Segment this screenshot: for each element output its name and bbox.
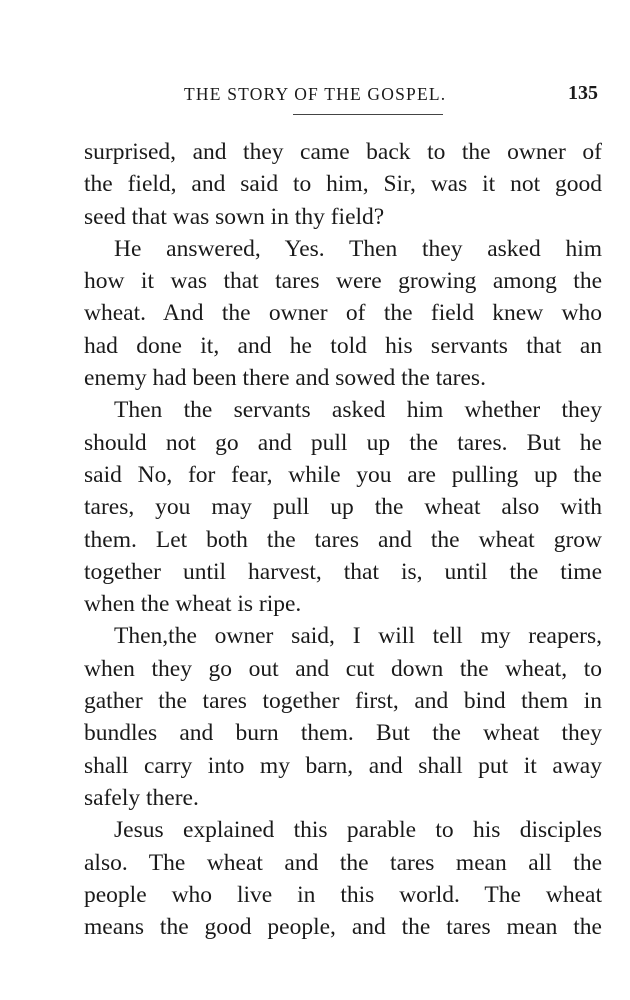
text-line: tares, you may pull up the wheat also with — [84, 494, 602, 521]
text-line: wheat. And the owner of the field knew who — [84, 300, 602, 327]
text-line: should not go and pull up the tares. But he — [84, 429, 602, 456]
text-line: had done it, and he told his servants that an — [84, 332, 602, 359]
text-line: gather the tares together first, and bind them in — [84, 688, 602, 715]
text-line: Then the servants asked him whether they — [114, 397, 602, 424]
text-line: also. The wheat and the tares mean all the — [84, 849, 602, 876]
text-line: together until harvest, that is, until the time — [84, 558, 602, 585]
running-head-title: THE STORY OF THE GOSPEL. — [184, 84, 447, 104]
text-line: safely there. — [84, 784, 199, 811]
text-line: when they go out and cut down the wheat, to — [84, 655, 602, 682]
body-text — [84, 136, 602, 943]
text-line: when the wheat is ripe. — [84, 591, 302, 618]
text-line: people who live in this world. The wheat — [84, 881, 602, 908]
text-line: means the good people, and the tares mean the — [84, 914, 602, 941]
text-line: enemy had been there and sowed the tares. — [84, 365, 486, 392]
page-number: 135 — [568, 82, 598, 104]
text-line: Then,the owner said, I will tell my reapers, — [114, 623, 602, 650]
text-line: shall carry into my barn, and shall put it away — [84, 752, 602, 779]
text-line: bundles and burn them. But the wheat they — [84, 720, 602, 747]
text-line: seed that was sown in thy field? — [84, 203, 385, 230]
text-line: the field, and said to him, Sir, was it not good — [84, 171, 602, 198]
text-line: surprised, and they came back to the owner of — [84, 139, 602, 165]
text-line: Jesus explained this parable to his disciples — [114, 817, 602, 844]
text-line: them. Let both the tares and the wheat grow — [84, 526, 602, 553]
text-line: how it was that tares were growing among the — [84, 268, 602, 295]
running-head-rule — [293, 114, 443, 115]
running-head — [88, 84, 606, 114]
text-line: said No, for fear, while you are pulling up the — [84, 461, 602, 488]
text-line: He answered, Yes. Then they asked him — [114, 235, 602, 262]
